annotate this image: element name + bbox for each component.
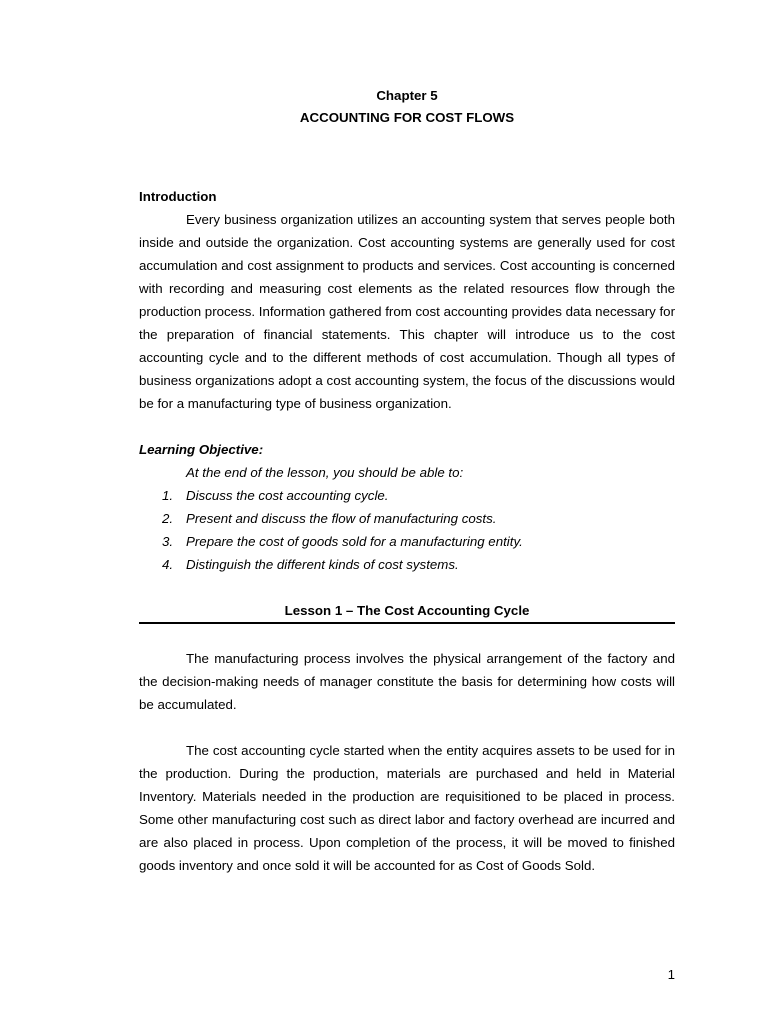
spacer [139, 624, 675, 647]
objective-number: 1. [162, 488, 174, 503]
introduction-paragraph: Every business organization utilizes an accounting system that serves people both inside and outside the organization. Cost accounting systems are generally used for cost accumulation and cost assignment to products and services. Cost accounting is concerned with recording and measuring cost elements as the related resources flow through the production process. Information gathered from cost accounting provides data necessary for the preparation of financial statements. This chapter will introduce us to the cost accounting cycle and to the different methods of cost accumulation. Though all types of business organizations adopt a cost accounting system, the focus of the discussions would be for a manufacturing type of business organization. [139, 212, 675, 411]
objective-item [139, 553, 675, 576]
page-content [139, 86, 675, 877]
objectives-list [139, 484, 675, 576]
spacer [139, 716, 675, 739]
learning-objective-intro: At the end of the lesson, you should be able to: [186, 465, 464, 480]
objective-number: 2. [162, 511, 174, 526]
objective-text: Prepare the cost of goods sold for a manufacturing entity. [186, 534, 523, 549]
objective-item [139, 530, 675, 553]
objective-text: Discuss the cost accounting cycle. [186, 488, 389, 503]
learning-objective-heading: Learning Objective: [139, 442, 264, 457]
objective-item [139, 484, 675, 507]
lesson-1-paragraph-1: The manufacturing process involves the physical arrangement of the factory and the decision-making needs of manager constitute the basis for determining how costs will be accumulated. [139, 651, 675, 712]
chapter-title: ACCOUNTING FOR COST FLOWS [299, 110, 515, 125]
objective-item [139, 507, 675, 530]
lesson-1-paragraph-2: The cost accounting cycle started when the entity acquires assets to be used for in the production. During the production, materials are purchased and held in Material Inventory. Materials needed in the production are requisitioned to be placed in process. Some other manufacturing cost such as direct labor and factory overhead are incurred and are also placed in process. Upon completion of the process, it will be moved to finished goods inventory and once sold it will be accounted for as Cost of Goods Sold. [139, 743, 675, 873]
objective-number: 3. [162, 534, 174, 549]
objective-text: Distinguish the different kinds of cost systems. [186, 557, 459, 572]
lesson-1-heading: Lesson 1 – The Cost Accounting Cycle [139, 600, 675, 624]
page-number: 1 [667, 967, 675, 982]
introduction-heading: Introduction [139, 189, 217, 204]
chapter-number: Chapter 5 [376, 88, 438, 103]
objective-number: 4. [162, 557, 174, 572]
objective-text: Present and discuss the flow of manufacturing costs. [186, 511, 497, 526]
